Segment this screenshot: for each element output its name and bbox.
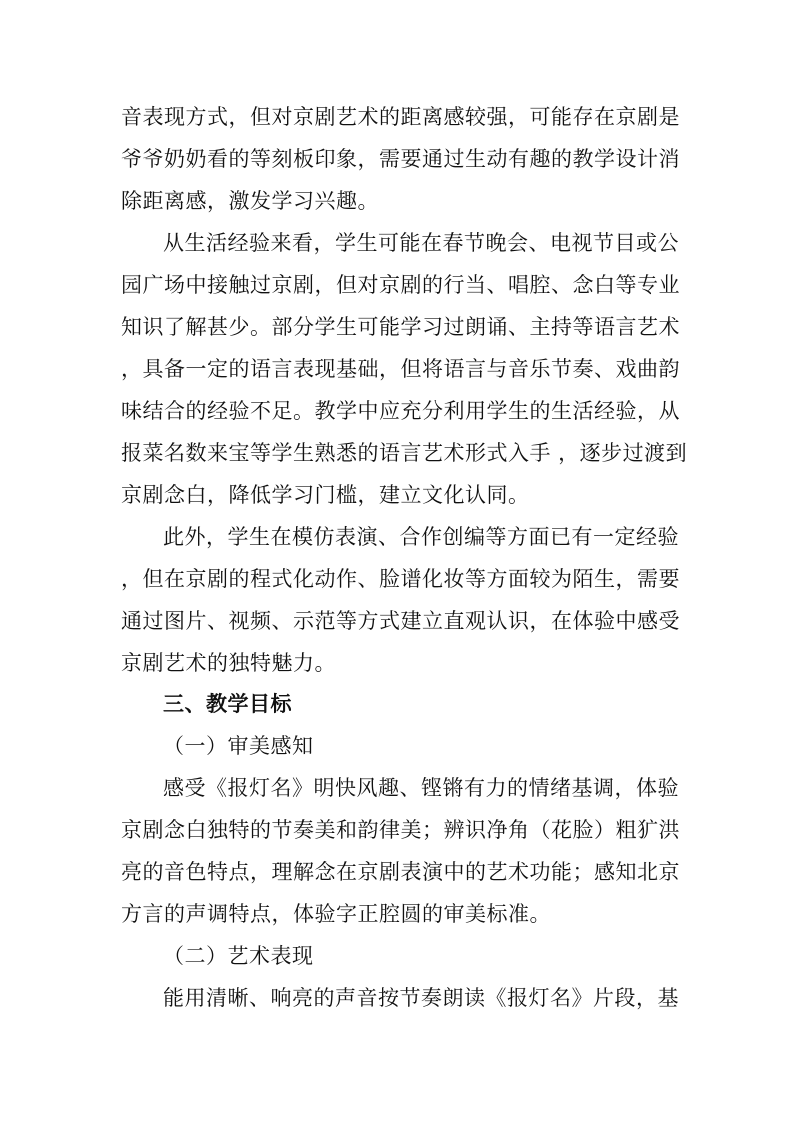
paragraph-line: 报菜名数来宝等学生熟悉的语言艺术形式入手 ，逐步过渡到 [121, 441, 688, 465]
paragraph-line: 从生活经验来看，学生可能在春节晚会、电视节目或公 [163, 231, 679, 255]
paragraph-line: 感受《报灯名》明快风趣、铿锵有力的情绪基调，体验 [163, 776, 679, 800]
subsection-heading: （二）艺术表现 [163, 944, 314, 968]
paragraph-line: 京剧念白，降低学习门槛，建立文化认同。 [121, 483, 530, 507]
paragraph-line: 京剧念白独特的节奏美和韵律美；辨识净角（花脸）粗犷洪 [121, 818, 680, 842]
section-heading: 三、教学目标 [163, 692, 292, 716]
paragraph-line: 亮的音色特点，理解念在京剧表演中的艺术功能；感知北京 [121, 860, 680, 884]
subsection-heading: （一）审美感知 [163, 734, 314, 758]
paragraph-line: 方言的声调特点，体验字正腔圆的审美标准。 [121, 902, 551, 926]
paragraph-line: 音表现方式，但对京剧艺术的距离感较强，可能存在京剧是 [121, 105, 680, 129]
paragraph-line: ，具备一定的语言表现基础，但将语言与音乐节奏、戏曲韵 [121, 357, 680, 381]
paragraph-line: 知识了解甚少。部分学生可能学习过朗诵、主持等语言艺术 [121, 315, 680, 339]
paragraph-line: 味结合的经验不足。教学中应充分利用学生的生活经验，从 [121, 399, 680, 423]
paragraph-line: 能用清晰、响亮的声音按节奏朗读《报灯名》片段，基 [163, 986, 679, 1010]
paragraph-line: ，但在京剧的程式化动作、脸谱化妆等方面较为陌生，需要 [121, 567, 680, 591]
paragraph-line: 通过图片、视频、示范等方式建立直观认识，在体验中感受 [121, 609, 680, 633]
paragraph-line: 园广场中接触过京剧，但对京剧的行当、唱腔、念白等专业 [121, 273, 680, 297]
paragraph-line: 除距离感，激发学习兴趣。 [121, 189, 379, 213]
paragraph-line: 此外，学生在模仿表演、合作创编等方面已有一定经验 [163, 525, 679, 549]
paragraph-line: 京剧艺术的独特魅力。 [121, 651, 336, 675]
paragraph-line: 爷爷奶奶看的等刻板印象，需要通过生动有趣的教学设计消 [121, 147, 680, 171]
